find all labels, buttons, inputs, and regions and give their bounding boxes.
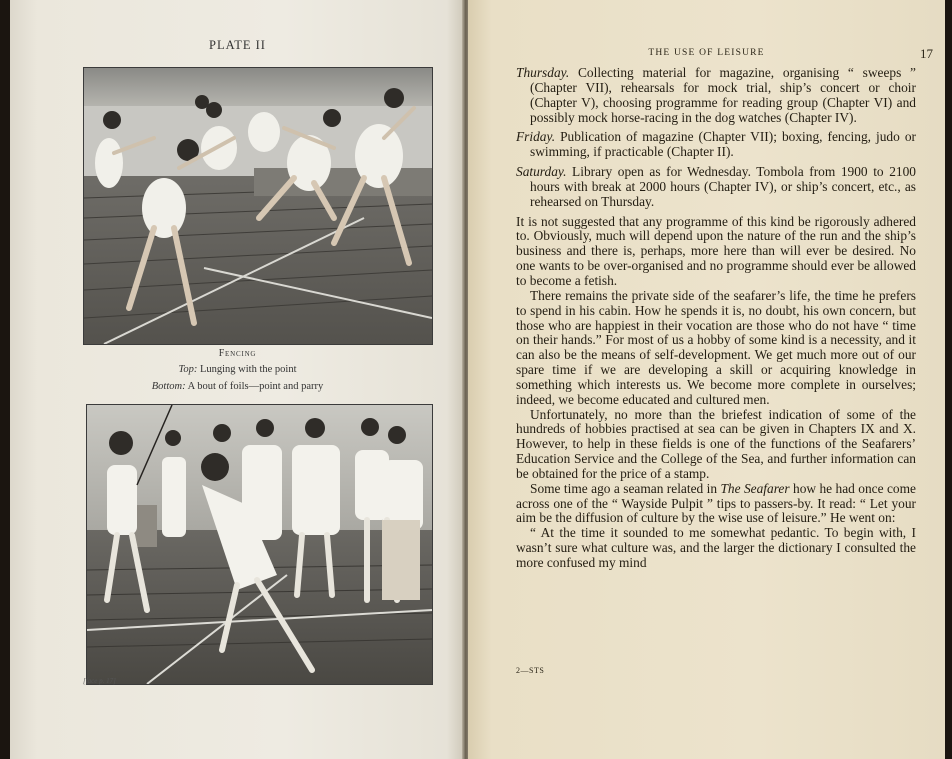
paragraph-seafarer: [516, 482, 916, 527]
photo-lunging-with-the-point: [83, 67, 433, 345]
photo-bout-of-foils: [86, 404, 433, 685]
paragraph-lead: Thursday.: [516, 65, 570, 80]
book-edge: [945, 0, 952, 759]
caption-top: [10, 364, 465, 375]
caption-top-text: Lunging with the point: [199, 364, 297, 375]
paragraph-saturday: [516, 165, 916, 210]
page-number: 17: [920, 46, 933, 61]
paragraph-lead: Friday.: [516, 129, 556, 145]
paragraph-thursday: [516, 66, 916, 125]
caption-top-label: Top:: [178, 364, 198, 375]
paragraph-text: Collecting material for magazine, organising “ sweeps ” (Chapter VII), rehearsals for mock trial, ship’s concert or choir (Chapter V), choosing programme for reading group (Chapter VI) and possibly mock horse-racing in the dog watches (Chapter IV).: [530, 65, 916, 125]
left-page: [10, 0, 465, 759]
paragraph: There remains the private side of the seafarer’s life, the time he prefers to spend in his cabin. How he spends it is, no doubt, his own concern, but those who are happiest in their vocation are those who do not have “ time on their hands.” For most of us a hobby of some kind is a necessity, and it can also be the means of self-development. We get much more out of our spare time if we are developing a skill or acquiring knowledge in something which interests us. We become more complete in ourselves; indeed, we become educated and cultured men.: [516, 287, 916, 407]
right-page: [468, 0, 945, 759]
caption-bottom-label: Bottom:: [151, 381, 186, 392]
paragraph: “ At the time it sounded to me somewhat pedantic. To begin with, I wasn’t sure what culture was, and the larger the dictionary I consulted the more confused my mind: [516, 525, 916, 570]
publication-title: The Seafarer: [720, 480, 790, 496]
running-head: THE USE OF LEISURE: [648, 48, 765, 58]
caption-bottom-text: A bout of foils—point and parry: [187, 381, 324, 392]
paragraph-lead: Saturday.: [516, 164, 567, 180]
paragraph-friday: [516, 130, 916, 160]
facing-page-note: [face p. 17]: [83, 677, 116, 685]
paragraph-text: Library open as for Wednesday. Tombola from 1900 to 2100 hours with break at 2000 hours (Chapter IV), or ship’s concert, etc., as rehearsed on Thursday.: [530, 164, 916, 209]
plate-caption-title: Fencing: [218, 348, 257, 359]
signature-mark: 2—STS: [516, 666, 545, 675]
paragraph-text-before: Some time ago a seaman related in: [530, 480, 721, 496]
paragraph: It is not suggested that any programme of this kind be rigorously adhered to. Obviously, much will depend upon the nature of the run and the ship’s business and there is, perhaps, more here than will ever be desired. No one wants to be over-organised and no programme should ever be allowed to become a fetish.: [516, 213, 916, 288]
plate-title: PLATE II: [209, 38, 266, 52]
paragraph: Unfortunately, no more than the briefest indication of some of the hundreds of hobbies practised at sea can be given in Chapters IX and X. However, to help in these fields is one of the functions of the Seafarers’ Education Service and the College of the Sea, and further information can be obtained for the price of a stamp.: [516, 406, 916, 481]
body-text: [516, 66, 916, 571]
caption-bottom: [10, 381, 465, 392]
paragraph-text-after: how he had once come across one of the “ Wayside Pulpit ” tips to passers-by. It read: “ Let your aim be the diffusion of culture by the wise use of leisure.” He went on:: [516, 480, 916, 526]
paragraph-text: Publication of magazine (Chapter VII); boxing, fencing, judo or swimming, if practicable (Chapter II).: [530, 129, 916, 160]
